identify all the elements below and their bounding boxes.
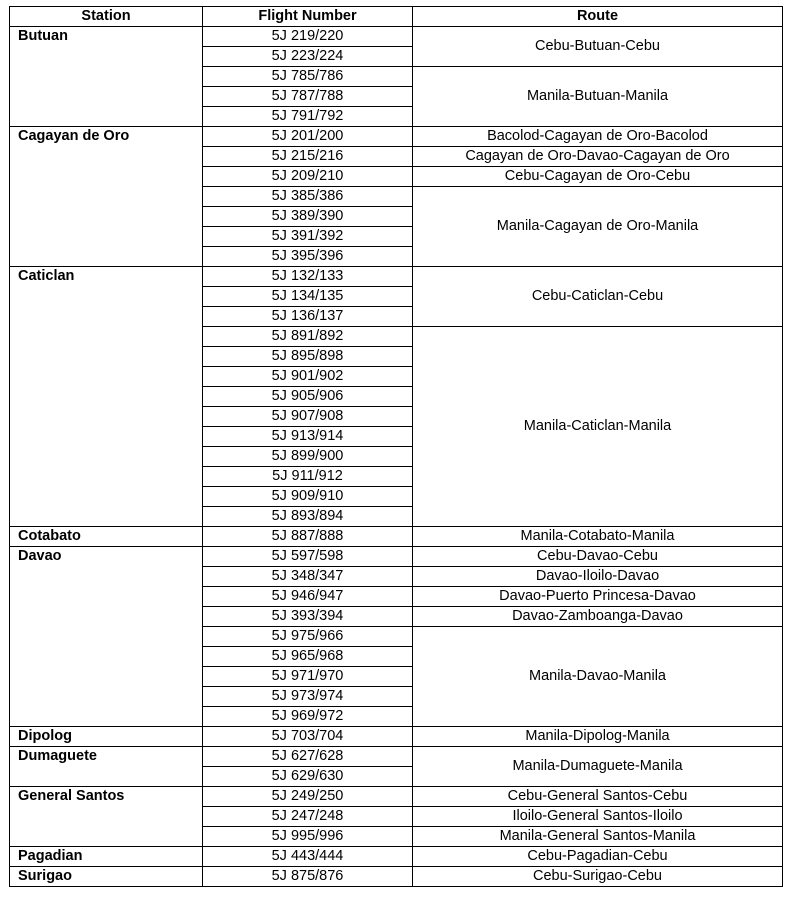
flight-number: 5J 975/966 (203, 627, 413, 647)
flight-number: 5J 201/200 (203, 127, 413, 147)
flight-number: 5J 899/900 (203, 447, 413, 467)
station-name: Caticlan (10, 267, 203, 527)
route-name: Davao-Zamboanga-Davao (413, 607, 783, 627)
route-name: Manila-Dumaguete-Manila (413, 747, 783, 787)
flight-number: 5J 905/906 (203, 387, 413, 407)
flight-number: 5J 627/628 (203, 747, 413, 767)
station-name: Cotabato (10, 527, 203, 547)
flight-number: 5J 891/892 (203, 327, 413, 347)
flight-number: 5J 791/792 (203, 107, 413, 127)
header-station: Station (10, 7, 203, 27)
table-row (10, 867, 783, 887)
route-name: Davao-Puerto Princesa-Davao (413, 587, 783, 607)
route-name: Manila-Dipolog-Manila (413, 727, 783, 747)
flight-number: 5J 909/910 (203, 487, 413, 507)
flight-number: 5J 973/974 (203, 687, 413, 707)
flight-number: 5J 134/135 (203, 287, 413, 307)
flight-number: 5J 913/914 (203, 427, 413, 447)
flight-schedule-document (9, 6, 783, 887)
table-row (10, 267, 783, 287)
flight-number: 5J 787/788 (203, 87, 413, 107)
header-route: Route (413, 7, 783, 27)
flight-number: 5J 247/248 (203, 807, 413, 827)
flight-number: 5J 219/220 (203, 27, 413, 47)
flight-number: 5J 597/598 (203, 547, 413, 567)
station-name: Dipolog (10, 727, 203, 747)
flight-number: 5J 393/394 (203, 607, 413, 627)
table-row (10, 747, 783, 767)
table-row (10, 527, 783, 547)
flight-number: 5J 887/888 (203, 527, 413, 547)
flight-number: 5J 911/912 (203, 467, 413, 487)
route-name: Davao-Iloilo-Davao (413, 567, 783, 587)
route-name: Cebu-Cagayan de Oro-Cebu (413, 167, 783, 187)
flight-number: 5J 391/392 (203, 227, 413, 247)
flight-number: 5J 209/210 (203, 167, 413, 187)
flight-number: 5J 215/216 (203, 147, 413, 167)
flight-number: 5J 893/894 (203, 507, 413, 527)
table-row (10, 127, 783, 147)
flight-number: 5J 703/704 (203, 727, 413, 747)
station-name: Cagayan de Oro (10, 127, 203, 267)
flight-number: 5J 136/137 (203, 307, 413, 327)
flight-number: 5J 443/444 (203, 847, 413, 867)
flight-number: 5J 895/898 (203, 347, 413, 367)
flight-number: 5J 395/396 (203, 247, 413, 267)
flight-number: 5J 249/250 (203, 787, 413, 807)
table-header (10, 7, 783, 27)
table-row (10, 27, 783, 47)
flight-number: 5J 971/970 (203, 667, 413, 687)
station-name: Davao (10, 547, 203, 727)
station-name: General Santos (10, 787, 203, 847)
flight-number: 5J 132/133 (203, 267, 413, 287)
route-name: Manila-Cotabato-Manila (413, 527, 783, 547)
station-name: Dumaguete (10, 747, 203, 787)
station-name: Pagadian (10, 847, 203, 867)
route-name: Manila-Davao-Manila (413, 627, 783, 727)
route-name: Cebu-Pagadian-Cebu (413, 847, 783, 867)
route-name: Manila-Butuan-Manila (413, 67, 783, 127)
flight-number: 5J 629/630 (203, 767, 413, 787)
route-name: Cebu-Caticlan-Cebu (413, 267, 783, 327)
table-row (10, 847, 783, 867)
flight-number: 5J 348/347 (203, 567, 413, 587)
flight-number: 5J 875/876 (203, 867, 413, 887)
station-name: Butuan (10, 27, 203, 127)
table-body (10, 27, 783, 887)
route-name: Cebu-Butuan-Cebu (413, 27, 783, 67)
station-name: Surigao (10, 867, 203, 887)
route-name: Manila-General Santos-Manila (413, 827, 783, 847)
flight-number: 5J 785/786 (203, 67, 413, 87)
flight-number: 5J 389/390 (203, 207, 413, 227)
flight-number: 5J 901/902 (203, 367, 413, 387)
flight-number: 5J 969/972 (203, 707, 413, 727)
route-name: Iloilo-General Santos-Iloilo (413, 807, 783, 827)
table-row (10, 727, 783, 747)
flight-number: 5J 385/386 (203, 187, 413, 207)
route-name: Cagayan de Oro-Davao-Cagayan de Oro (413, 147, 783, 167)
route-name: Manila-Caticlan-Manila (413, 327, 783, 527)
route-name: Cebu-Surigao-Cebu (413, 867, 783, 887)
header-row (10, 7, 783, 27)
flight-schedule-table (9, 6, 783, 887)
flight-number: 5J 907/908 (203, 407, 413, 427)
flight-number: 5J 995/996 (203, 827, 413, 847)
route-name: Manila-Cagayan de Oro-Manila (413, 187, 783, 267)
route-name: Bacolod-Cagayan de Oro-Bacolod (413, 127, 783, 147)
route-name: Cebu-Davao-Cebu (413, 547, 783, 567)
flight-number: 5J 965/968 (203, 647, 413, 667)
table-row (10, 787, 783, 807)
flight-number: 5J 946/947 (203, 587, 413, 607)
table-row (10, 547, 783, 567)
header-flight-number: Flight Number (203, 7, 413, 27)
route-name: Cebu-General Santos-Cebu (413, 787, 783, 807)
flight-number: 5J 223/224 (203, 47, 413, 67)
